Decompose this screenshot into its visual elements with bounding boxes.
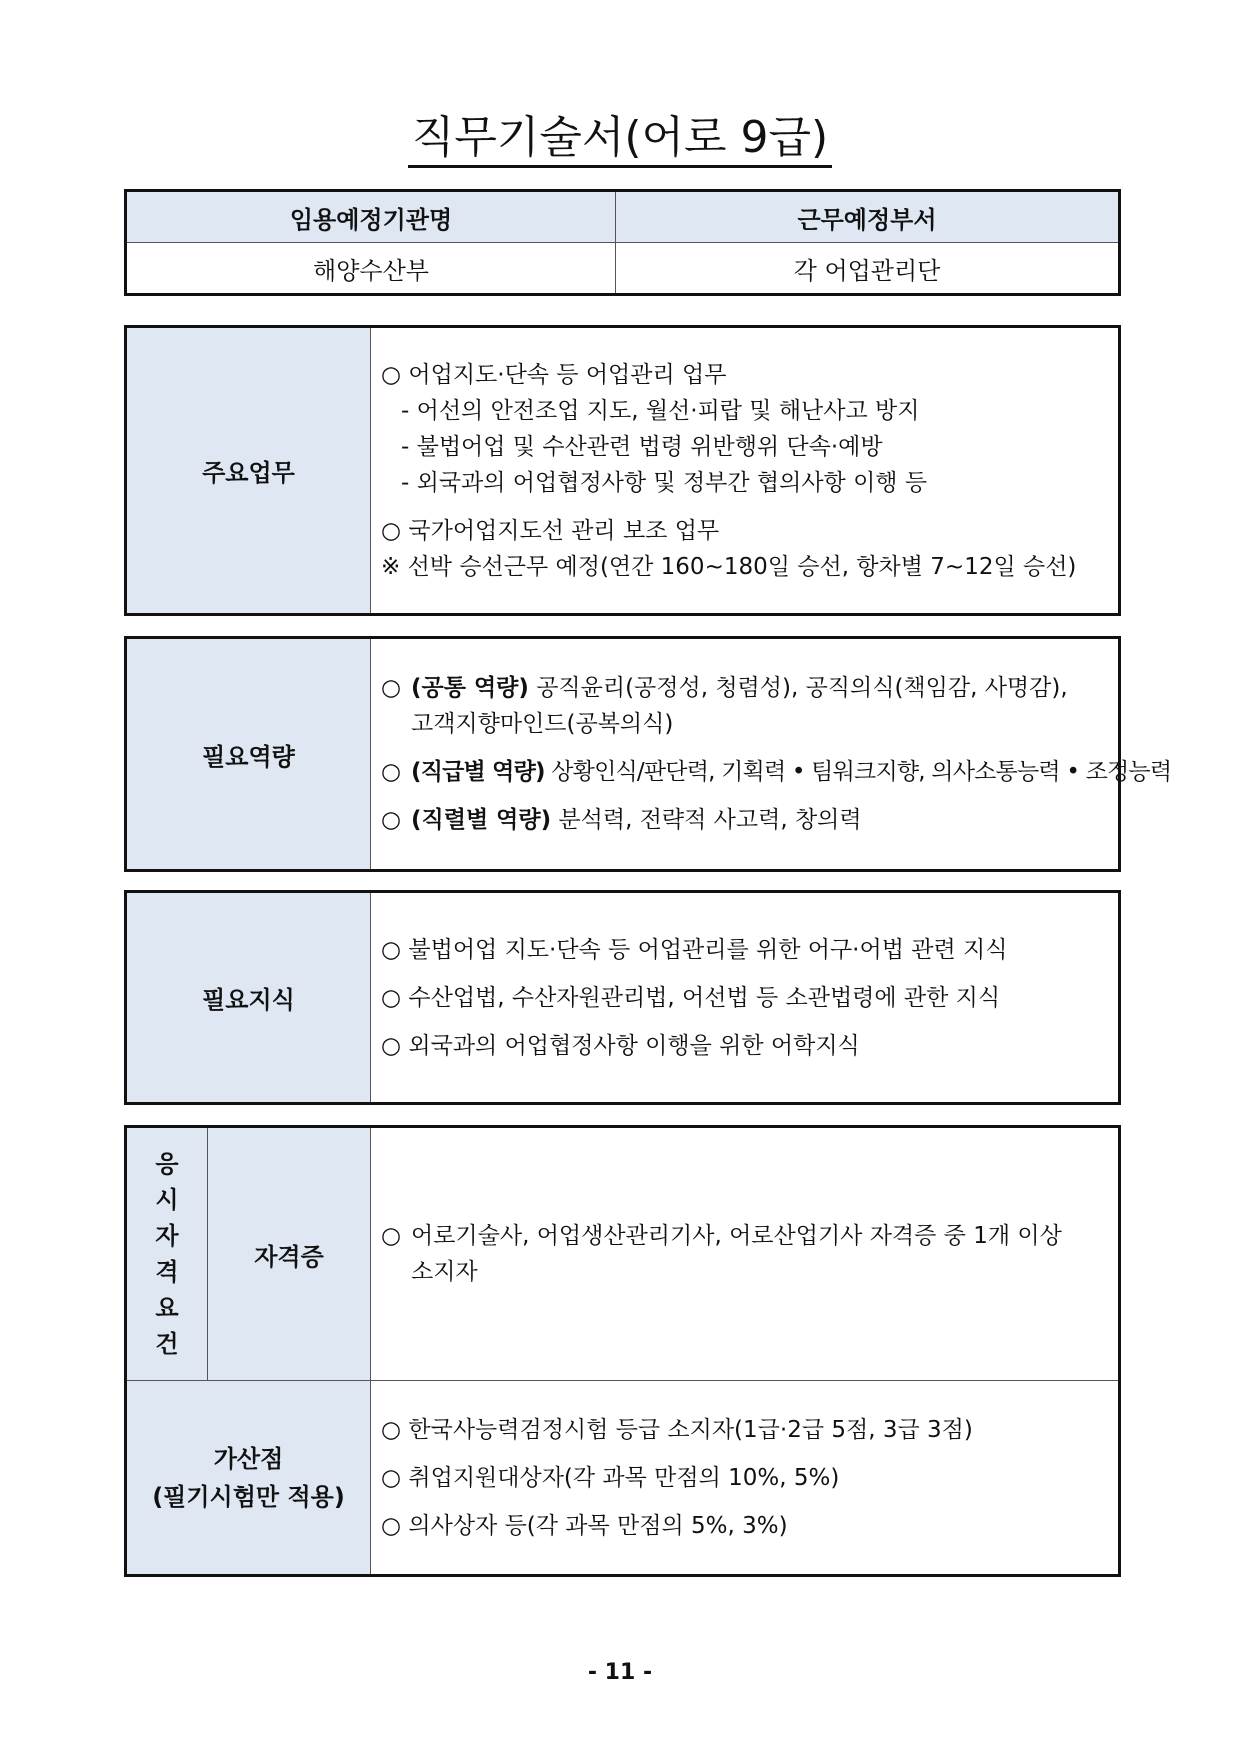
duty-item: - 불법어업 및 수산관련 법령 위반행위 단속·예방 [401,433,883,460]
certificate-content [371,1127,1120,1381]
certificate-item: ○ 어로기술사, 어업생산관리기사, 어로산업기사 자격증 중 1개 이상 [381,1218,1108,1254]
competency-continuation: 고객지향마인드(공복의식) [411,711,674,737]
duty-item: - 어선의 안전조업 지도, 월선·피랍 및 해난사고 방지 [401,397,920,424]
bonus-item: ○ 한국사능력검정시험 등급 소지자(1급·2급 5점, 3급 3점) [381,1416,973,1443]
certificate-continuation: 소지자 [411,1259,478,1285]
title-text: 직무기술서(어로 9급) [408,112,832,168]
competency-item [381,802,1108,838]
agency-value: 해양수산부 [126,243,616,295]
department-value: 각 어업관리단 [616,243,1120,295]
competency-content [371,638,1172,871]
agency-header: 임용예정기관명 [126,191,616,243]
competency-category: (직급별 역량) [411,759,545,785]
duty-item: - 외국과의 어업협정사항 및 정부간 협의사항 이행 등 [401,469,928,496]
bonus-item: ○ 의사상자 등(각 과목 만점의 5%, 3%) [381,1512,788,1539]
page-number: - 11 - [587,1660,653,1685]
duty-note: ※ 선박 승선근무 예정(연간 160~180일 승선, 항차별 7~12일 승선) [381,553,1077,580]
department-header: 근무예정부서 [616,191,1120,243]
competency-item [381,754,1172,790]
circle-bullet: ○ [381,807,402,833]
duties-table [124,325,1121,616]
knowledge-item: ○ 불법어업 지도·단속 등 어업관리를 위한 어구·어법 관련 지식 [381,936,1008,963]
requirements-table [124,1125,1121,1577]
requirements-vertical-label: 응 시 자 격 요 건 [126,1127,208,1381]
competency-label: 필요역량 [126,638,371,871]
duties-label: 주요업무 [126,327,371,615]
bonus-item: ○ 취업지원대상자(각 과목 만점의 10%, 5%) [381,1464,840,1491]
competency-category: (직렬별 역량) [411,807,552,833]
knowledge-item: ○ 수산업법, 수산자원관리법, 어선법 등 소관법령에 관한 지식 [381,984,1001,1011]
competency-text: 분석력, 전략적 사고력, 창의력 [551,807,862,833]
bonus-label: 가산점 (필기시험만 적용) [126,1381,371,1576]
knowledge-item: ○ 외국과의 어업협정사항 이행을 위한 어학지식 [381,1032,860,1059]
knowledge-content [371,892,1120,1104]
circle-bullet: ○ [381,759,401,785]
competency-item [381,670,1108,706]
circle-bullet: ○ [381,1223,402,1249]
bonus-content [371,1381,1120,1576]
competency-text: 공직윤리(공정성, 청렴성), 공직의식(책임감, 사명감), [528,675,1068,701]
agency-table [124,189,1121,296]
knowledge-label: 필요지식 [126,892,371,1104]
duty-item: ○ 국가어업지도선 관리 보조 업무 [381,517,720,544]
competency-table [124,636,1172,872]
duty-item: ○ 어업지도·단속 등 어업관리 업무 [381,361,727,388]
duties-content [371,327,1120,615]
competency-category: (공통 역량) [411,675,529,701]
knowledge-table [124,890,1121,1105]
page-title [0,108,1240,168]
circle-bullet: ○ [381,675,402,701]
certificate-label: 자격증 [208,1127,371,1381]
competency-text: 상황인식/판단력, 기획력 • 팀워크지향, 의사소통능력 • 조정능력 [544,759,1172,785]
